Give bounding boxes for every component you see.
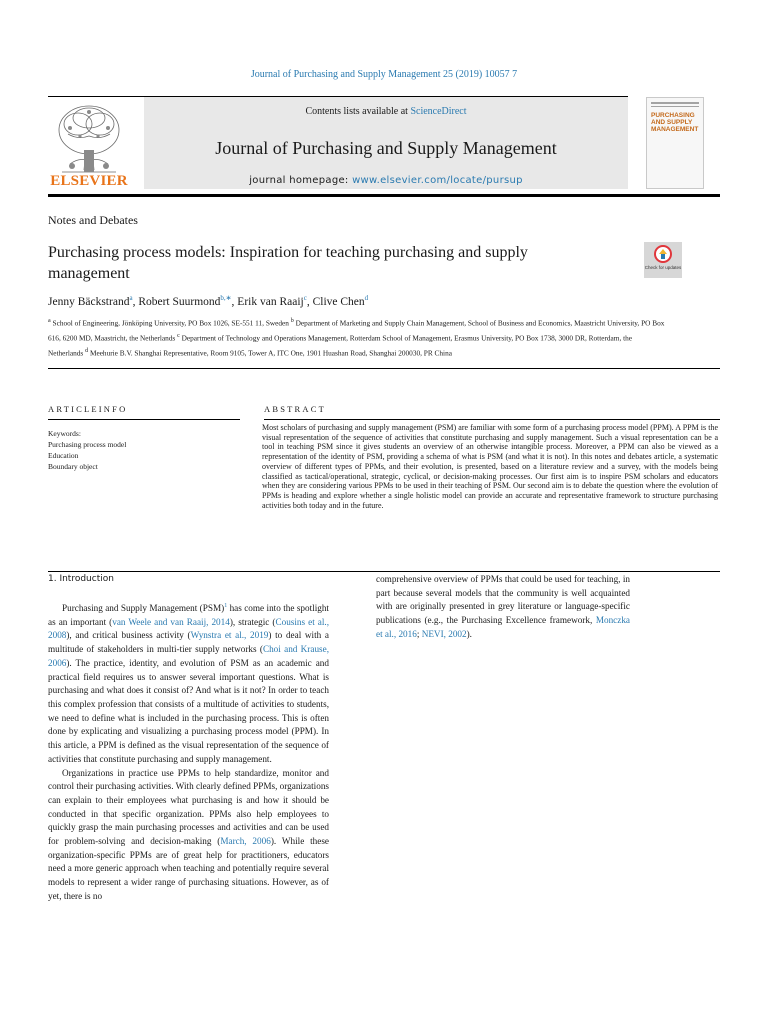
keyword-item: Education: [48, 451, 79, 460]
homepage-label: journal homepage:: [249, 175, 353, 186]
author-affiliation-marker[interactable]: c: [303, 294, 307, 302]
reference-link[interactable]: NEVI, 2002: [421, 628, 467, 639]
body-text: ;: [416, 628, 422, 639]
author-affiliation-marker[interactable]: b,∗: [220, 294, 232, 302]
affiliation-text: School of Engineering, Jönköping University, PO Box 1026, SE-551 11, Sweden: [50, 318, 291, 328]
homepage-link[interactable]: www.elsevier.com/locate/pursup: [352, 175, 523, 186]
article-info-rule: [48, 419, 240, 420]
affiliation-marker: c: [177, 332, 180, 339]
author-name: Robert Suurmond: [138, 295, 221, 308]
contents-line: [144, 106, 628, 117]
body-column-right: [376, 573, 630, 642]
body-text: Organizations in practice use PPMs to help standardize, monitor and control their purchasing activities. With clearly defined PPMs, organizations can explain to their employees what purchasing is and how it should be conducted in that specific organization. PPMs also help employees to quickly grasp the main purchasing processes and activities and can be used for problem-solving and decision-making (: [48, 767, 329, 847]
reference-link[interactable]: van Weele and van Raaij, 2014: [112, 616, 230, 627]
journal-title: Journal of Purchasing and Supply Management: [215, 138, 557, 158]
article-info-heading: ARTICLEINFO: [48, 404, 128, 414]
reference-link[interactable]: Monczka et al., 2016: [376, 615, 630, 639]
body-text: ). While these organization-specific PPMs are of great help for practitioners, educators need a more generic approach when teaching and potentially require several models to represent a wider range of purchasing situations. However, as of yet, there is no: [48, 836, 329, 901]
article-title: Purchasing process models: Inspiration for teaching purchasing and supply management: [48, 244, 528, 282]
body-text: comprehensive overview of PPMs that could be used for teaching, in part because several models that the community is well acquainted with are originally presented in grey literature or language-specific publications (e.g., the Purchasing Excellence framework,: [376, 574, 630, 626]
affiliation-rule: [48, 368, 720, 369]
keyword-item: Purchasing process model: [48, 440, 127, 449]
badge-label: Check for updates: [644, 265, 682, 270]
keyword-item: Boundary object: [48, 462, 98, 471]
body-column-left: [48, 600, 329, 904]
affiliation-marker: a: [48, 318, 51, 324]
body-text: has come into the spotlight as an important (: [48, 603, 329, 627]
paragraph: [48, 767, 329, 904]
elsevier-wordmark: ELSEVIER: [50, 173, 128, 189]
affiliations: [48, 315, 668, 359]
paragraph: [48, 600, 329, 767]
reference-link[interactable]: Wynstra et al., 2019: [190, 630, 269, 641]
author-affiliation-marker[interactable]: d: [364, 294, 369, 302]
check-for-updates-badge[interactable]: [644, 242, 682, 278]
masthead-thick-rule: [48, 194, 720, 197]
updates-icon-bar: [661, 254, 665, 259]
journal-homepage: [144, 175, 628, 186]
article-section-label: Notes and Debates: [48, 213, 138, 227]
author-affiliation-marker[interactable]: a: [129, 294, 133, 302]
affiliation-marker: b: [290, 318, 294, 324]
abstract-rule: [264, 419, 720, 420]
affiliation-text: Department of Technology and Operations Management, Rotterdam School of Management, Erasmus University, PO Box 1738, 3000 DR, Rotterdam, the Netherlands: [48, 333, 633, 358]
contents-prefix: Contents lists available at: [305, 106, 411, 117]
reference-link[interactable]: March, 2006: [220, 836, 271, 847]
affiliation-text: Meehurie B.V. Shanghai Representative, Room 9105, Tower A, ITC One, 1901 Huashan Road, Shanghai 200030, PR China: [88, 348, 452, 358]
reference-link[interactable]: Choi and Krause, 2006: [48, 644, 329, 668]
author-list: Jenny Bäckstrand$^a$, Robert Suurmond$^{b,∗}$, Erik van Raaij$^c$, Clive Chen$^d$: [48, 294, 369, 308]
keywords-block: [48, 428, 126, 472]
body-text: ).: [466, 628, 472, 639]
body-text: ) to deal with a multitude of stakeholders in multi-tier supply networks (: [48, 630, 329, 655]
body-text: Purchasing and Supply Management (PSM): [62, 603, 225, 614]
author-name: Clive Chen: [312, 295, 365, 308]
reference-link[interactable]: Cousins et al., 2008: [48, 616, 330, 641]
affiliation-text: Department of Marketing and Supply Chain Management, School of Business and Economics, Maastricht University, PO Box 616, 6200 MD, Maastricht, the Netherlands: [48, 318, 665, 343]
body-text: ). The practice, identity, and evolution of PSM as an academic and practical field requires us to answer several important questions. What is purchasing and what does it consist of? And what is it not? In order to teach this complex profession that consists of a multitude of activities to students, we need to define what is included in the purchasing process. This is often done by explicating and visualizing a purchasing process model (PPM). In this article, a PPM is defined as the visual representation of the sequence of activities that constitute purchasing and supply management.: [48, 657, 329, 764]
author-name: Erik van Raaij: [237, 295, 304, 308]
keywords-label: Keywords:: [48, 429, 81, 438]
footnote-marker[interactable]: 1: [224, 603, 228, 609]
abstract-heading: ABSTRACT: [264, 404, 326, 414]
journal-cover-thumbnail[interactable]: [646, 97, 704, 189]
paragraph: [376, 573, 630, 642]
journal-citation[interactable]: Journal of Purchasing and Supply Management 25 (2019) 10057 7: [250, 69, 518, 80]
sciencedirect-link[interactable]: ScienceDirect: [410, 106, 467, 117]
cover-title: PURCHASING AND SUPPLY MANAGEMENT: [651, 112, 699, 133]
author-name: Jenny Bäckstrand: [48, 295, 130, 308]
introduction-heading: 1. Introduction: [48, 574, 114, 584]
body-text: ), and critical business activity (: [66, 630, 191, 641]
affiliation-marker: d: [85, 347, 89, 354]
body-text: ), strategic (: [229, 616, 276, 627]
abstract-bottom-rule: [48, 571, 720, 572]
abstract-text: Most scholars of purchasing and supply management (PSM) are familiar with some form of a purchasing process model (PPM). A PPM is the visual representation of the sequence of activities that constitute purchasing and supply management. Such a visual representation can be a tool in teaching PSM since it gives students an overview of an otherwise intangible process. Moreover, a PPM can also be viewed as a representation of the identity of PSM, providing a schema of what is PSM (and what it is not). In this notes and debates article, a systematic overview of different types of PPMs, and their evolution, is presented, based on a literature review and a survey, with the models being classified as tactical/operational, strategic, cyclical, or decision-making processes. Our first aim is to inspire PSM scholars and educators when they are considering various PPMs to be used in their teaching of PSM. Our second aim is to debate the question where the evolution of PPMs is heading and explore whether a single holistic model can provide an accurate and representative framework to structure purchasing activities both today and in the future.: [262, 423, 718, 510]
